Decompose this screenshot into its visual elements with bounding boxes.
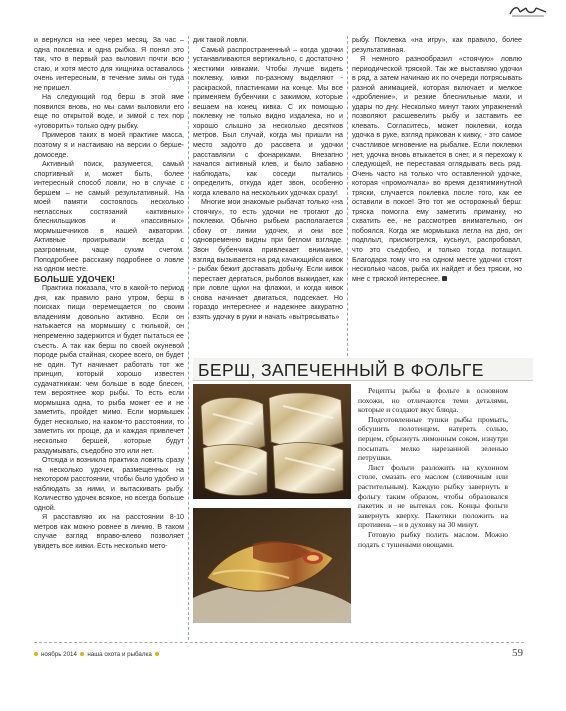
paragraph-text: Я немного разнообразил «стоячую» ловлю периодической тряской. Так же выставляю удочки в ряд, а затем начинаю их по очереди потрясывать разной анимацией, которая включает и мелкое «дробление», и резкие блеснильные маxи, и удары по дну. Несколько минут таких упражнений позволяют расшевелить рыбу и заставить ее клевать. Согласитесь, может поклевки, когда удочка в руке, взгляд прикован к кивку, - это самое счастливое мгновение на рыбалке. Если поклевки нет, удочка вновь втыкается в снег, и я перехожу к следующей, не переставая оглядывать весь ряд. Очень часто на только что оставленной удочке, которая «промолчала» во время дезятиминутной тряски, случается поклевка после того, как ее оставили в покое! Это тот же осторожный берш: тряска помогла ему заметить приманку, но схватить ее, не рассмотрев внимательно, он побоялся. Когда же мормышка легла на дно, он подплыл, присмотрелся, кусьнул, распробовал, что это съедобно, и только тогда потащил. Благодаря тому что на одном месте удочки стоят несколько часов, рыба их найдет и без тряски, но мне с тряской интереснее. bbox=[352, 55, 522, 283]
paragraph bbox=[352, 55, 522, 284]
page-number: 59 bbox=[512, 647, 523, 659]
article-column-1 bbox=[34, 36, 184, 552]
paragraph: рыбу. Поклевка «на игру», как правило, более результативная. bbox=[352, 36, 522, 54]
article-column-3 bbox=[352, 36, 522, 284]
section-heading: БОЛЬШЕ УДОЧЕК! bbox=[34, 273, 116, 284]
paragraph: Практика показала, что в какой-то период дня, как правило рано утром, берш в поисках пищи перемещается по своим владениям довольно активно. Если он натыкается на мормышку с тюлькой, он непременно задержится и будет пытаться ее съесть. А так как берш по своей окуневой породе рыба стайная, скорее всего, он будет не один. Тут начинает работать тот же принцип, который хорошо известен судачатникам: чем больше в воде блесен, тем вероятнее жор рыбы. То есть если мормышка одна, то рыба может ее и не заметить, пройдет мимо. Если мормышек будет несколько, на каком-то расстоянии, то заметить их проще, да и каждая привлечет несколько бершей, которые будут раздумывать, съедобно это или нет. bbox=[34, 284, 184, 455]
paragraph: Лист фольги разложить на кухонном столе, смазать его маслом (сливочным или растительным). Каждую рыбку завернуть в фольгу таким образом, чтобы образовался пакетик и не вытекал сок. Концы фольги завернуть кверху. Пакетики положить на противень – и в духовку на 30 минут. bbox=[358, 462, 508, 530]
foil-packets-photo bbox=[193, 384, 351, 499]
baked-fish-photo bbox=[193, 508, 351, 623]
footer-divider bbox=[34, 642, 524, 643]
paragraph: Самый распространенный – когда удочки устанавливаются вертикально, с достаточно жесткими кивками. Чтобы лучше видеть поклевку, кивки по-разному выделяют - раскраской, пластинками на конце. Мы все применяем бубенчики с зажимом, которые вешаем на конец кивка. С их помощью поклевку не только видно издалека, но и хорошо слышно за несколько десятков метров. Был случай, когда мы пришли на место задолго до рассвета и удочки расставляли с фонариками. Внезапно начался активный клев, и было забавно наблюдать, как соседи пытались определить, откуда идет звон, особенно когда клевало на нескольких удочках сразу! bbox=[193, 45, 343, 197]
column-divider bbox=[188, 36, 189, 640]
paragraph: дик такой ловли. bbox=[193, 36, 249, 44]
paragraph: Активный поиск, разумеется, самый спортивный и, может быть, более интересный способ ловли, но в случае с бершем – не самый результативный. На моей памяти состоялось несколько неглаcсных состязаний «активных» блеснильщиков и «пассивных» мормышечников в нашей акватории. Активные проигрывали всегда с разгромным, чаще сухим счетом. Поподробнее расскажу подробнее о ловле на одном месте. bbox=[34, 160, 184, 274]
page-footer bbox=[34, 651, 502, 661]
magazine-logo-icon bbox=[508, 4, 548, 18]
paragraph: Рецепты рыбы в фольге в основном похожи, но отличаются теми деталями, которые и создают вкус блюда. bbox=[358, 386, 508, 415]
recipe-title: БЕРШ, ЗАПЕЧЕННЫЙ В ФОЛЬГЕ bbox=[198, 360, 484, 380]
paragraph: Я расставляю их на расстоянии 8-10 метров как можно ровнее в линию. В таком случае взгляд вправо-влево позволяет увидеть все кивки. Есть несколько мето- bbox=[34, 513, 184, 550]
paragraph: Отсюда и возникла практика ловить сразу на несколько удочек, размещенных на некотором расстоянии, чтобы было удобно и наблюдать за ними, и вытаскивать рыбу. Количество удочек всякое, но всегда больше одной. bbox=[34, 456, 184, 512]
end-mark-icon bbox=[442, 276, 447, 281]
footer-magazine: наша охота и рыбалка bbox=[87, 651, 152, 658]
paragraph: Готовую рыбку полить маслом. Можно подать с тушеными овощами. bbox=[358, 529, 508, 549]
paragraph: На следующий год берш в этой яме появился вновь, но мы сами выловили его еще по открытой воде, и зимой с тех пор «уговорить» только одну рыбку. bbox=[34, 93, 184, 130]
bullet-icon bbox=[34, 652, 38, 656]
paragraph: Многие мои знакомые рыбачат только «на стоячку», то есть удочки не трогают до поклевки. Обычно рыбьем располагается сбоку от линии удочек, и они все одновременно видны при беглом взгляде. Звон бубенчика привлекает внимание, взгляд вызывается на ряд качающийся кивок - рыбак бежит доставать добычу. Если кивок перестает дергаться, рыболов выжидает, как при ловле щуки на флажки, и когда кивок снова начинает двигаться, подсекает. Но гораздо интереснее и надежнее аккуратно взять удочку в руки и начать «вытрясывать» bbox=[193, 198, 343, 321]
paragraph: Подготовленные тушки рыбы промыть, обсушить полотенцем, натереть солью, перцем, сбрызнуть лимонным соком, изнутри посыпать мелко нарезанной зеленью петрушки. bbox=[358, 414, 508, 463]
column-divider bbox=[347, 36, 348, 356]
bullet-icon bbox=[80, 652, 84, 656]
article-column-2 bbox=[193, 36, 343, 322]
paragraph: и вернулся на нее через месяц. За час – одна поклевка и одна рыбка. Я понял это так, что в первый раз выловил почти всю стаю, и хотя место для хищника оставалось очень интересным, в течение зимы он туда не пришел. bbox=[34, 36, 184, 92]
foil-packets-image bbox=[193, 384, 351, 499]
paragraph: Примеров таких в моей практике масса, поэтому я и настаиваю на версии о берше-домоседе. bbox=[34, 131, 184, 159]
recipe-text bbox=[358, 386, 508, 549]
bullet-icon bbox=[155, 652, 159, 656]
baked-fish-image bbox=[193, 508, 351, 623]
footer-issue: ноябрь 2014 bbox=[41, 651, 77, 658]
